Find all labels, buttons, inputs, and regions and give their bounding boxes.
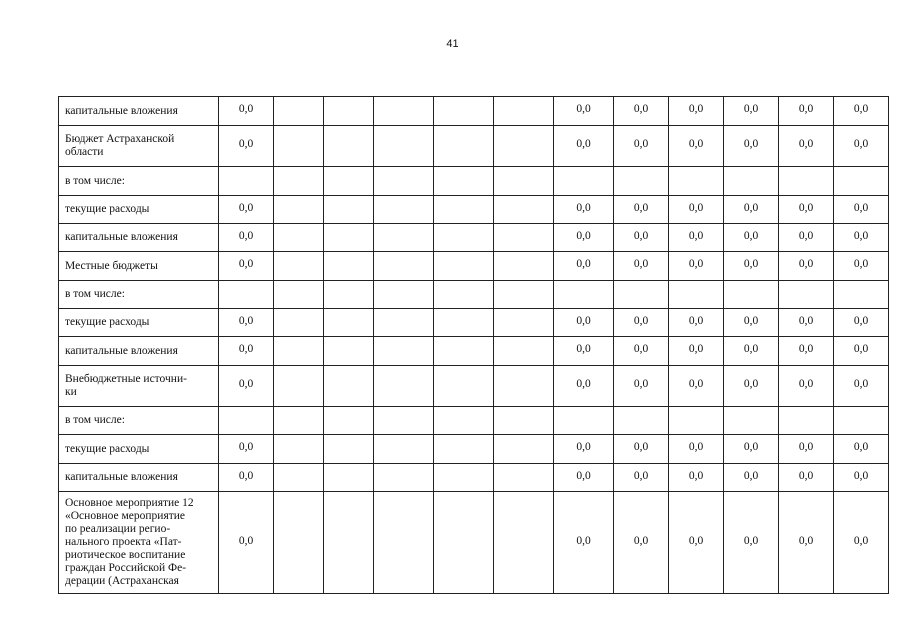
empty-cell [494, 366, 554, 407]
empty-cell [324, 407, 374, 435]
total-cell: 0,0 [219, 309, 274, 337]
empty-cell [434, 281, 494, 309]
value-cell: 0,0 [724, 366, 779, 407]
table-body [59, 97, 905, 594]
empty-cell [274, 407, 324, 435]
empty-cell [374, 407, 434, 435]
empty-cell [434, 196, 494, 224]
row-label: капитальные вложения [65, 104, 178, 117]
empty-cell [374, 366, 434, 407]
value-cell: 0,0 [779, 309, 834, 337]
budget-table [58, 96, 905, 594]
empty-cell [374, 224, 434, 252]
value-cell: 0,0 [669, 252, 724, 281]
row-label: Внебюджетные источни- ки [65, 373, 187, 398]
value-cell [614, 407, 669, 435]
row-label-cell [59, 407, 219, 435]
value-cell: 0,0 [724, 97, 779, 126]
empty-cell [434, 366, 494, 407]
row-label: в том числе: [65, 174, 125, 187]
value-cell: 0,0 [724, 337, 779, 366]
total-cell: 0,0 [219, 366, 274, 407]
value-cell: 0,0 [779, 97, 834, 126]
value-cell: 0,0 [669, 435, 724, 464]
total-cell: 0,0 [219, 126, 274, 167]
value-cell: 0,0 [554, 337, 614, 366]
value-cell: 0,0 [779, 337, 834, 366]
empty-cell [324, 224, 374, 252]
row-label: текущие расходы [65, 203, 150, 215]
empty-cell [274, 252, 324, 281]
empty-cell [494, 309, 554, 337]
value-cell [724, 167, 779, 196]
value-cell: 0,0 [724, 435, 779, 464]
value-cell: 0,0 [554, 435, 614, 464]
empty-cell [494, 435, 554, 464]
value-cell: 0,0 [834, 337, 889, 366]
row-label: в том числе: [65, 288, 125, 300]
total-cell: 0,0 [219, 97, 274, 126]
row-label-cell [59, 464, 219, 492]
value-cell: 0,0 [614, 97, 669, 126]
total-cell: 0,0 [219, 224, 274, 252]
value-cell: 0,0 [834, 97, 889, 126]
value-cell: 0,0 [724, 309, 779, 337]
table-row [59, 167, 905, 196]
table-row [59, 464, 905, 492]
table-row [59, 337, 905, 366]
value-cell: 0,0 [614, 464, 669, 492]
empty-cell [324, 435, 374, 464]
value-cell: 0,0 [554, 224, 614, 252]
empty-cell [434, 435, 494, 464]
row-label: Местные бюджеты [65, 259, 158, 272]
empty-cell [494, 196, 554, 224]
empty-cell [324, 252, 374, 281]
value-cell: 0,0 [669, 464, 724, 492]
empty-cell [434, 167, 494, 196]
empty-cell [494, 167, 554, 196]
value-cell: 0,0 [779, 252, 834, 281]
value-cell: 0,0 [554, 252, 614, 281]
value-cell: 0,0 [834, 126, 889, 167]
table-row [59, 309, 905, 337]
value-cell [834, 281, 889, 309]
total-cell: 0,0 [219, 464, 274, 492]
value-cell: 0,0 [669, 196, 724, 224]
total-cell [219, 407, 274, 435]
empty-cell [434, 126, 494, 167]
table-row [59, 281, 905, 309]
value-cell [614, 167, 669, 196]
value-cell [554, 167, 614, 196]
table-row [59, 252, 905, 281]
row-label-cell [59, 435, 219, 464]
value-cell: 0,0 [669, 366, 724, 407]
value-cell [669, 281, 724, 309]
row-label: в том числе: [65, 414, 125, 426]
empty-cell [274, 366, 324, 407]
empty-cell [274, 196, 324, 224]
value-cell: 0,0 [834, 492, 889, 594]
empty-cell [494, 126, 554, 167]
row-label: капитальные вложения [65, 344, 178, 357]
total-cell [219, 281, 274, 309]
empty-cell [374, 464, 434, 492]
empty-cell [434, 252, 494, 281]
total-cell: 0,0 [219, 435, 274, 464]
row-label-cell [59, 224, 219, 252]
empty-cell [434, 407, 494, 435]
row-label: текущие расходы [65, 442, 150, 455]
value-cell: 0,0 [554, 97, 614, 126]
empty-cell [374, 167, 434, 196]
empty-cell [324, 196, 374, 224]
empty-cell [494, 464, 554, 492]
value-cell: 0,0 [779, 464, 834, 492]
table-row [59, 407, 905, 435]
empty-cell [374, 435, 434, 464]
empty-cell [494, 281, 554, 309]
total-cell [219, 167, 274, 196]
empty-cell [324, 167, 374, 196]
value-cell: 0,0 [779, 196, 834, 224]
row-label: капитальные вложения [65, 231, 178, 243]
value-cell: 0,0 [554, 196, 614, 224]
value-cell: 0,0 [554, 464, 614, 492]
empty-cell [274, 281, 324, 309]
row-label-cell [59, 366, 219, 407]
value-cell: 0,0 [834, 309, 889, 337]
value-cell: 0,0 [614, 196, 669, 224]
empty-cell [434, 97, 494, 126]
empty-cell [274, 337, 324, 366]
row-label-cell [59, 167, 219, 196]
value-cell [554, 281, 614, 309]
value-cell: 0,0 [724, 252, 779, 281]
value-cell [724, 281, 779, 309]
total-cell: 0,0 [219, 252, 274, 281]
value-cell: 0,0 [554, 309, 614, 337]
empty-cell [374, 492, 434, 594]
value-cell: 0,0 [669, 337, 724, 366]
empty-cell [274, 97, 324, 126]
value-cell: 0,0 [614, 435, 669, 464]
row-label-cell [59, 196, 219, 224]
table-row [59, 126, 905, 167]
empty-cell [274, 224, 324, 252]
empty-cell [324, 309, 374, 337]
value-cell: 0,0 [554, 366, 614, 407]
value-cell: 0,0 [834, 224, 889, 252]
value-cell: 0,0 [779, 224, 834, 252]
empty-cell [324, 337, 374, 366]
value-cell: 0,0 [724, 464, 779, 492]
empty-cell [434, 464, 494, 492]
empty-cell [374, 97, 434, 126]
empty-cell [374, 337, 434, 366]
empty-cell [494, 252, 554, 281]
page-number: 41 [446, 38, 459, 50]
empty-cell [324, 464, 374, 492]
value-cell: 0,0 [724, 196, 779, 224]
empty-cell [374, 252, 434, 281]
empty-cell [324, 492, 374, 594]
value-cell: 0,0 [834, 366, 889, 407]
value-cell [779, 167, 834, 196]
empty-cell [274, 435, 324, 464]
value-cell [669, 167, 724, 196]
empty-cell [494, 337, 554, 366]
row-label-cell [59, 281, 219, 309]
empty-cell [274, 309, 324, 337]
value-cell [779, 281, 834, 309]
value-cell: 0,0 [614, 252, 669, 281]
value-cell: 0,0 [554, 126, 614, 167]
table-row [59, 435, 905, 464]
value-cell: 0,0 [834, 252, 889, 281]
row-label-cell [59, 337, 219, 366]
empty-cell [494, 407, 554, 435]
value-cell: 0,0 [834, 435, 889, 464]
value-cell: 0,0 [724, 492, 779, 594]
value-cell: 0,0 [834, 464, 889, 492]
row-label: Основное мероприятие 12 «Основное мероприятие по реализации регио- нального проекта «Пат- риотическое воспитание граждан Российской Фе- дерации (Астраханская [65, 497, 194, 587]
value-cell: 0,0 [614, 337, 669, 366]
empty-cell [274, 126, 324, 167]
value-cell [834, 167, 889, 196]
empty-cell [324, 126, 374, 167]
row-label-cell [59, 97, 219, 126]
empty-cell [324, 281, 374, 309]
empty-cell [374, 309, 434, 337]
empty-cell [434, 309, 494, 337]
empty-cell [274, 464, 324, 492]
value-cell: 0,0 [834, 196, 889, 224]
row-label-cell [59, 126, 219, 167]
row-label: капитальные вложения [65, 471, 178, 483]
total-cell: 0,0 [219, 492, 274, 594]
value-cell: 0,0 [614, 366, 669, 407]
empty-cell [324, 366, 374, 407]
value-cell: 0,0 [554, 492, 614, 594]
empty-cell [274, 167, 324, 196]
value-cell: 0,0 [779, 366, 834, 407]
value-cell: 0,0 [724, 126, 779, 167]
empty-cell [274, 492, 324, 594]
value-cell: 0,0 [614, 492, 669, 594]
value-cell: 0,0 [779, 126, 834, 167]
value-cell: 0,0 [614, 224, 669, 252]
table-row [59, 492, 905, 594]
table-row [59, 366, 905, 407]
empty-cell [374, 196, 434, 224]
row-label: текущие расходы [65, 316, 150, 328]
value-cell: 0,0 [669, 224, 724, 252]
table-row [59, 97, 905, 126]
empty-cell [324, 97, 374, 126]
row-label-cell [59, 252, 219, 281]
empty-cell [494, 97, 554, 126]
value-cell [779, 407, 834, 435]
value-cell [614, 281, 669, 309]
value-cell: 0,0 [669, 492, 724, 594]
value-cell: 0,0 [614, 309, 669, 337]
empty-cell [434, 337, 494, 366]
row-label: Бюджет Астраханской области [65, 133, 175, 158]
value-cell: 0,0 [669, 97, 724, 126]
empty-cell [434, 224, 494, 252]
empty-cell [494, 492, 554, 594]
row-label-cell [59, 309, 219, 337]
empty-cell [494, 224, 554, 252]
value-cell: 0,0 [779, 492, 834, 594]
total-cell: 0,0 [219, 337, 274, 366]
row-label-cell [59, 492, 219, 594]
table-row [59, 196, 905, 224]
value-cell: 0,0 [669, 309, 724, 337]
table-row [59, 224, 905, 252]
total-cell: 0,0 [219, 196, 274, 224]
value-cell: 0,0 [614, 126, 669, 167]
value-cell: 0,0 [724, 224, 779, 252]
value-cell [724, 407, 779, 435]
value-cell: 0,0 [669, 126, 724, 167]
value-cell [669, 407, 724, 435]
empty-cell [434, 492, 494, 594]
empty-cell [374, 126, 434, 167]
value-cell [554, 407, 614, 435]
value-cell [834, 407, 889, 435]
value-cell: 0,0 [779, 435, 834, 464]
empty-cell [374, 281, 434, 309]
